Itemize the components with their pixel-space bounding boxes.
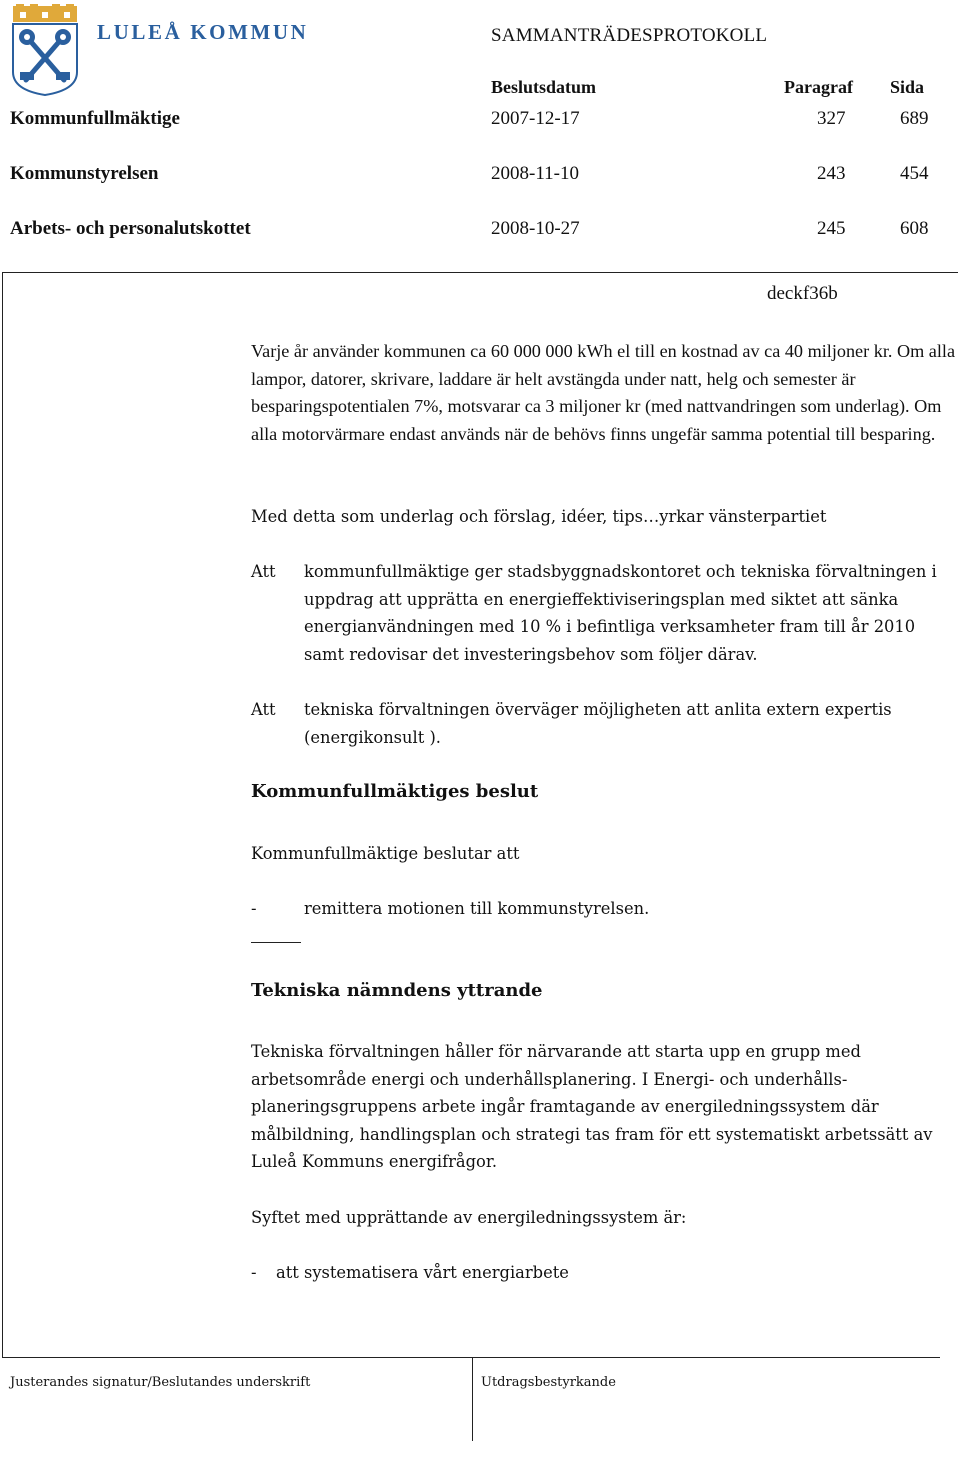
decision-dash: - bbox=[251, 899, 257, 918]
column-header-paragraph: Paragraf bbox=[784, 77, 853, 97]
paragraph-energy-usage-text: Varje år använder kommunen ca 60 000 000 kWh el till en kostnad av ca 40 miljoner kr. Om alla lampor, datorer, skrivare, laddare är helt avstängda under natt, helg och semester är besparingspotentialen 7%, motsvarar ca 3 miljoner kr (med nattvandringen som underlag). Om alla motorvärmare endast används när de behövs finns ungefär samma potential till besparing. bbox=[251, 341, 956, 444]
row-page: 689 bbox=[900, 108, 929, 129]
column-header-date: Beslutsdatum bbox=[491, 77, 597, 97]
document-type: SAMMANTRÄDESPROTOKOLL bbox=[491, 25, 768, 46]
frame-top-rule bbox=[2, 272, 958, 273]
footer-divider bbox=[472, 1357, 473, 1441]
signature-label: Justerandes signatur/Beslutandes underskrift bbox=[10, 1375, 311, 1390]
frame-left-rule bbox=[2, 272, 3, 1357]
short-divider bbox=[251, 942, 301, 943]
row-body: Arbets- och personalutskottet bbox=[10, 218, 251, 239]
paragraph-energy-usage bbox=[251, 338, 956, 448]
row-date: 2008-10-27 bbox=[491, 218, 580, 239]
list-dash: - bbox=[251, 1263, 257, 1282]
att-text: kommunfullmäktige ger stadsbyggnadskontoret och tekniska förvaltningen i uppdrag att upprätta en energieffektiviseringsplan med siktet att sänka energianvändningen med 10 % i befintliga verksamheter fram till år 2010 samt redovisar det investeringsbehov som följer därav. bbox=[304, 562, 937, 664]
footer-rule bbox=[2, 1357, 940, 1358]
row-body: Kommunstyrelsen bbox=[10, 163, 159, 184]
document-code: deckf36b bbox=[767, 283, 838, 304]
section-heading-council-decision: Kommunfullmäktiges beslut bbox=[251, 781, 539, 802]
decision-intro: Kommunfullmäktige beslutar att bbox=[251, 844, 520, 863]
paragraph-motion-intro: Med detta som underlag och förslag, idéer, tips…yrkar vänsterpartiet bbox=[251, 507, 827, 526]
row-paragraph: 243 bbox=[817, 163, 846, 184]
row-page: 454 bbox=[900, 163, 929, 184]
list-item: att systematisera vårt energiarbete bbox=[276, 1263, 569, 1282]
row-date: 2007-12-17 bbox=[491, 108, 580, 129]
paragraph-purpose: Syftet med upprättande av energiledningssystem är: bbox=[251, 1208, 687, 1227]
row-date: 2008-11-10 bbox=[491, 163, 579, 184]
att-text: tekniska förvaltningen överväger möjligheten att anlita extern expertis (energikonsult ). bbox=[304, 700, 892, 747]
row-body: Kommunfullmäktige bbox=[10, 108, 180, 129]
municipality-name: LULEÅ KOMMUN bbox=[97, 20, 309, 44]
row-paragraph: 245 bbox=[817, 218, 846, 239]
row-page: 608 bbox=[900, 218, 929, 239]
att-label: Att bbox=[251, 700, 276, 719]
att-label: Att bbox=[251, 562, 276, 581]
decision-item: remittera motionen till kommunstyrelsen. bbox=[304, 899, 650, 918]
section-heading-technical-board: Tekniska nämndens yttrande bbox=[251, 980, 543, 1001]
coat-of-arms-logo bbox=[10, 4, 80, 96]
paragraph-technical-statement: Tekniska förvaltningen håller för närvarande att starta upp en grupp med arbetsområde energi och underhållsplanering. I Energi- och underhålls-planeringsgruppens arbete ingår framtagande av energiledningssystem där målbildning, handlingsplan och strategi tas fram för ett systematiskt arbetssätt av Luleå Kommuns energifrågor. bbox=[251, 1042, 933, 1171]
column-header-page: Sida bbox=[890, 77, 925, 97]
row-paragraph: 327 bbox=[817, 108, 846, 129]
certification-label: Utdragsbestyrkande bbox=[481, 1375, 616, 1390]
